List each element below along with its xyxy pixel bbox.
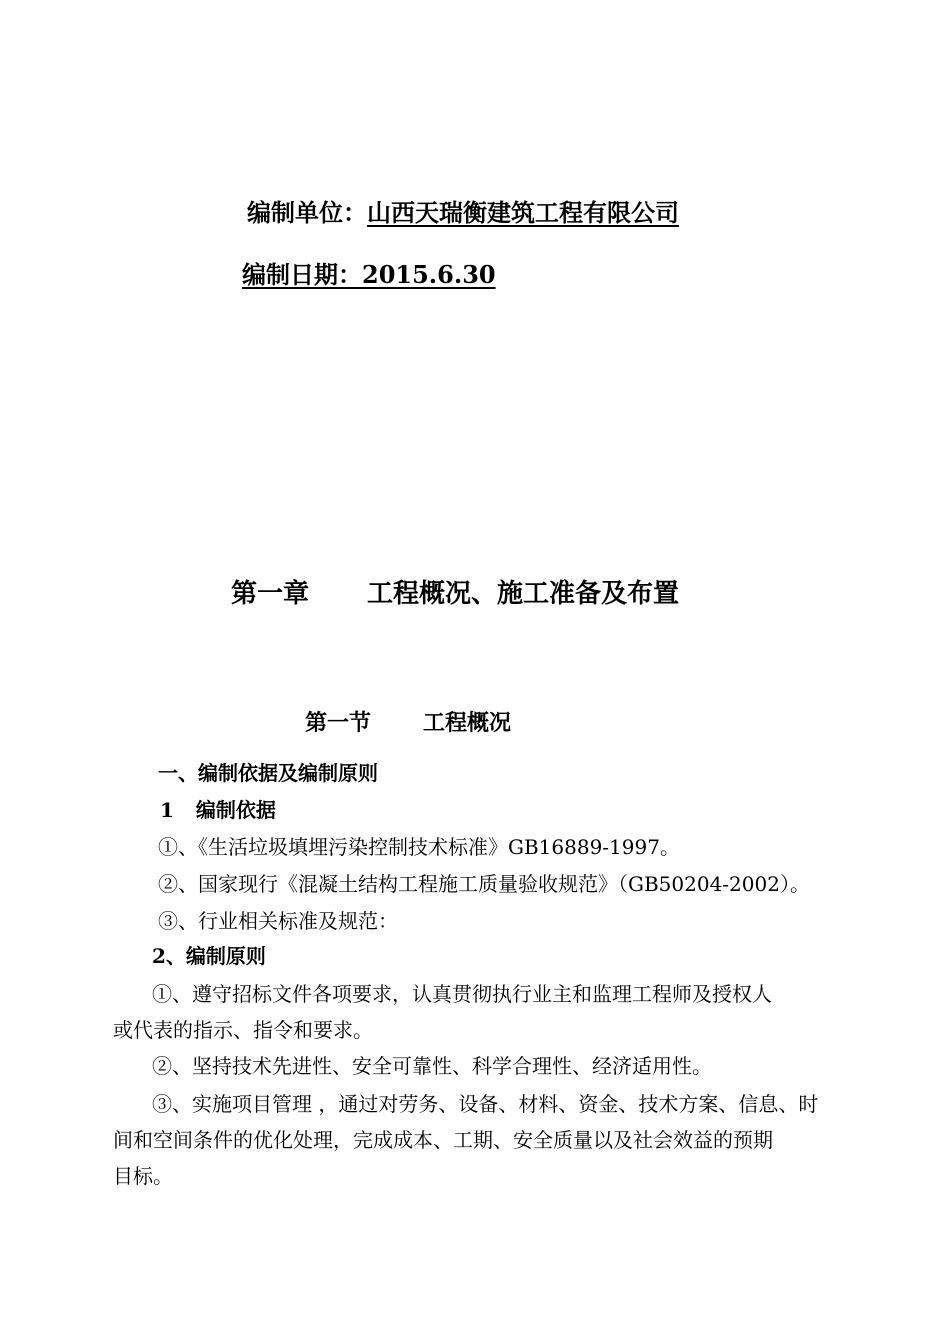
section-heading bbox=[305, 712, 511, 734]
chapter-number: 第一章 bbox=[231, 579, 310, 609]
principle-1-line-2: 或代表的指示、指令和要求。 bbox=[113, 1018, 373, 1042]
section-title: 工程概况 bbox=[423, 710, 512, 736]
basis-item-3: ③、行业相关标准及规范： bbox=[158, 909, 398, 933]
basis-item-1: ①、《生活垃圾填埋污染控制技术标准》GB16889-1997。 bbox=[158, 835, 680, 859]
compile-date-value: 2015.6.30 bbox=[362, 260, 496, 289]
heading-basis-number: 1 bbox=[160, 798, 174, 822]
compiler-unit-value: 山西天瑞衡建筑工程有限公司 bbox=[367, 198, 679, 227]
compile-date-row bbox=[242, 260, 496, 289]
compiler-unit-row bbox=[247, 198, 679, 227]
heading-basis bbox=[160, 800, 276, 820]
chapter-heading bbox=[231, 581, 679, 607]
heading-basis-text: 编制依据 bbox=[195, 798, 276, 822]
principle-2: ②、坚持技术先进性、安全可靠性、科学合理性、经济适用性。 bbox=[152, 1054, 712, 1078]
heading-basis-principles: 一、编制依据及编制原则 bbox=[158, 761, 378, 785]
compile-date-label: 编制日期： bbox=[242, 260, 362, 289]
principle-3-line-1: ③、实施项目管理 ，通过对劳务、设备、材料、资金、技术方案、信息、时 bbox=[152, 1092, 819, 1116]
principle-3-line-3: 目标。 bbox=[113, 1164, 173, 1188]
principle-3-line-2: 间和空间条件的优化处理，完成成本、工期、安全质量以及社会效益的预期 bbox=[113, 1128, 773, 1152]
compiler-unit-label: 编制单位： bbox=[247, 198, 367, 227]
chapter-title: 工程概况、施工准备及布置 bbox=[367, 579, 680, 609]
heading-principles: 2、编制原则 bbox=[152, 944, 266, 968]
basis-item-2: ②、国家现行《混凝土结构工程施工质量验收规范》（GB50204-2002）。 bbox=[158, 872, 810, 896]
principle-1-line-1: ①、遵守招标文件各项要求，认真贯彻执行业主和监理工程师及授权人 bbox=[152, 982, 772, 1006]
section-number: 第一节 bbox=[305, 710, 372, 736]
